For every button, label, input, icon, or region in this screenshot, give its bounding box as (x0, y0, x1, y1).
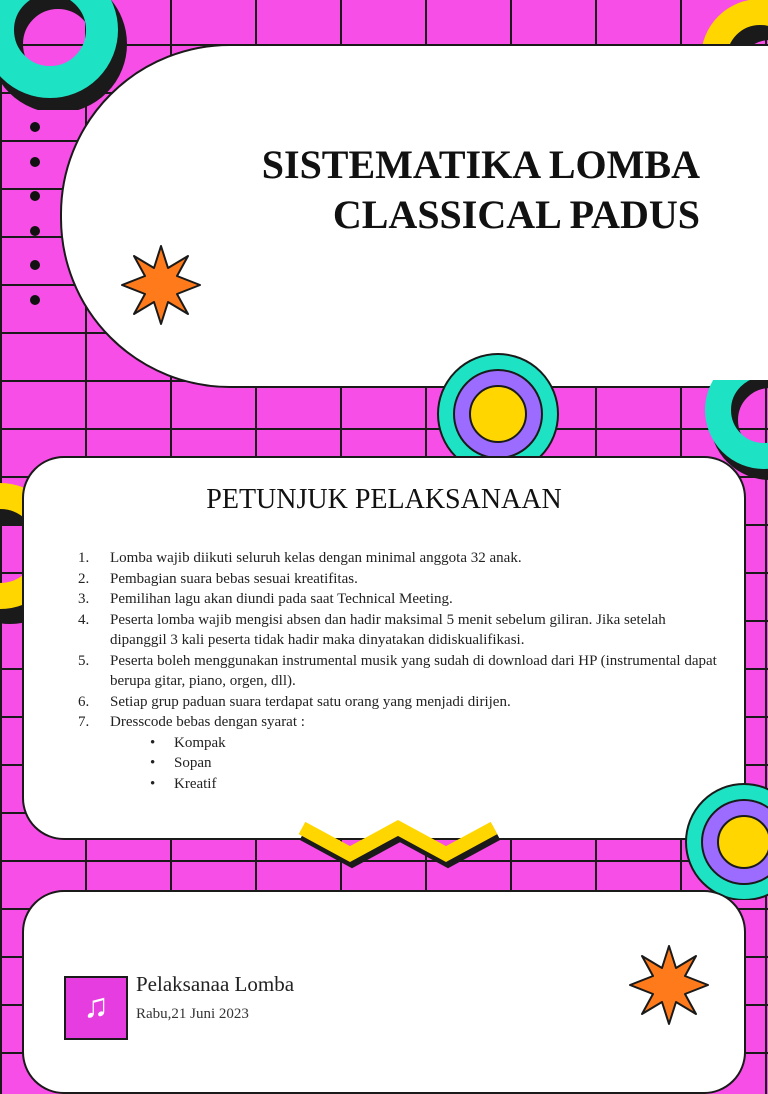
yellow-zigzag (294, 814, 504, 874)
list-item: 7. Dresscode bebas dengan syarat : • Kompak • Sopan • Kreatif (78, 712, 718, 794)
list-item: 4. Peserta lomba wajib mengisi absen dan hadir maksimal 5 menit sebelum giliran. Jika setelah dipanggil 3 kali peserta tidak hadir maka dinyatakan didiskualifikasi. (78, 611, 666, 648)
event-title: Pelaksanaa Lomba (136, 972, 295, 996)
list-item: 1. Lomba wajib diikuti seluruh kelas dengan minimal anggota 32 anak. (78, 550, 522, 566)
event-date: Rabu,21 Juni 2023 (136, 1006, 249, 1022)
orange-star-icon (120, 244, 202, 326)
rules-heading: PETUNJUK PELAKSANAAN (206, 484, 562, 515)
dresscode-item: • Kompak (150, 734, 226, 751)
dresscode-item: • Kreatif (150, 775, 217, 792)
concentric-circles-right (682, 780, 768, 900)
dresscode-item: • Sopan (150, 755, 212, 771)
music-note-icon: ♫ (64, 976, 128, 1040)
dot-column (30, 122, 40, 329)
rules-card (22, 456, 746, 840)
list-item: 6. Setiap grup paduan suara terdapat satu orang yang menjadi dirijen. (78, 693, 511, 710)
page-title: SISTEMATIKA LOMBA CLASSICAL PADUS (261, 142, 700, 237)
list-item: 2. Pembagian suara bebas sesuai kreatifitas. (78, 570, 358, 587)
list-item: 5. Peserta boleh menggunakan instrumental musik yang sudah di download dari HP (instrumental dapat berupa gitar, piano, orgen, dll). (78, 652, 717, 689)
dresscode-list (110, 733, 718, 795)
orange-star-icon-bottom (628, 944, 710, 1026)
list-item: 3. Pemilihan lagu akan diundi pada saat Technical Meeting. (78, 591, 453, 607)
rules-list (78, 548, 718, 794)
